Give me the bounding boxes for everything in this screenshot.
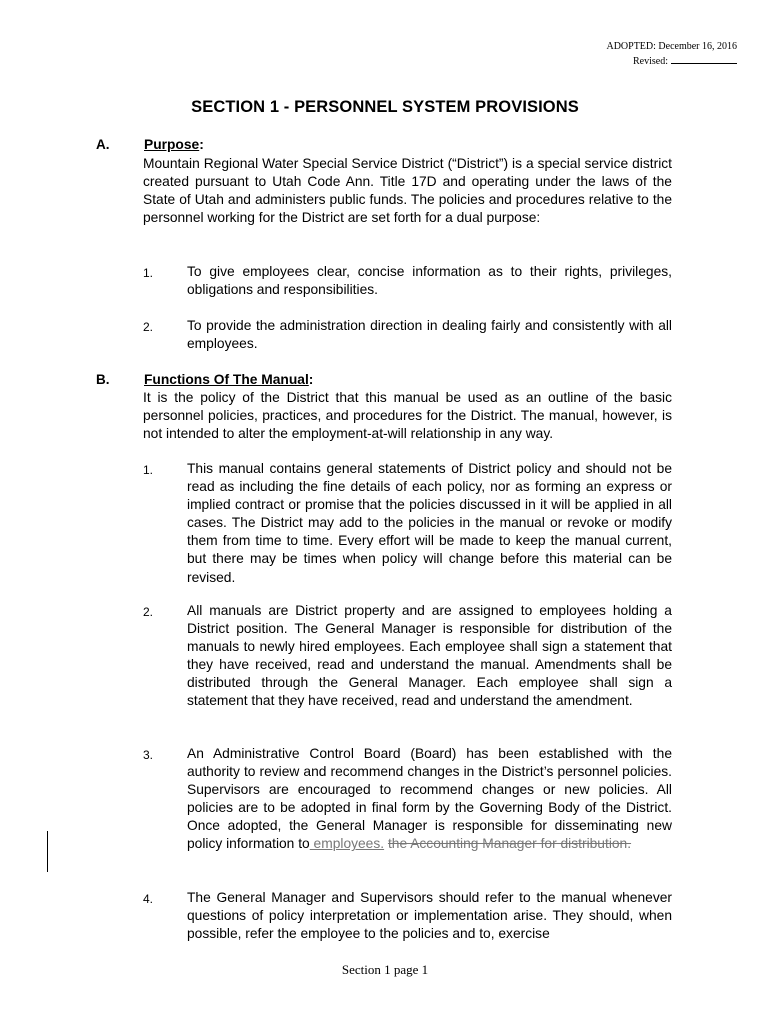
section-b-heading-colon: : [308,372,314,387]
section-b-item-2-text: All manuals are District property and are assigned to employees holding a District position. The General Manager is responsible for distribution of the manuals to newly hired employees. Each employee shall sign a statement that they have received, read and understand the manual. Amendments shall be distributed through the General Manager. Each employee shall sign a statement that they have received, read and understand the amendment. [187,603,672,709]
section-a-body: Mountain Regional Water Special Service District (“District”) is a special service district created pursuant to Utah Code Ann. Title 17D and operating under the laws of the State of Utah and administers public funds. The policies and procedures relative to the personnel working for the District are set forth for a dual purpose: [143,156,672,226]
section-b-item-2-number: 2. [143,605,154,619]
section-b-heading-text: Functions Of The Manual [144,372,309,387]
section-b-item-1-number: 1. [143,463,154,477]
section-a-item-2-text: To provide the administration direction in dealing fairly and consistently with all employees. [187,318,672,352]
section-a-heading-colon: : [199,137,204,152]
revised-line [537,53,737,68]
adopted-date: ADOPTED: December 16, 2016 [606,41,737,52]
section-b-item-3-number: 3. [143,748,154,762]
section-b-item-4-text: The General Manager and Supervisors should refer to the manual whenever questions of policy interpretation or implementation arise. They should, when possible, refer the employee to the policies and to, exercise [187,890,672,942]
section-b-letter: B. [96,372,110,387]
section-b-item-4-number: 4. [143,892,154,906]
section-a-heading-text: Purpose [144,137,200,152]
section-a-item-1-text: To give employees clear, concise information as to their rights, privileges, obligations and responsibilities. [187,264,672,298]
section-b-item-1-text: This manual contains general statements of District policy and should not be read as including the fine details of each policy, nor as forming an express or implied contract or promise that the policies discussed in it will be applied in all cases. The District may add to the policies in the manual or revoke or modify them from time to time. Every effort will be made to keep the manual current, but there may be times when policy will change before this material can be revised. [187,461,672,585]
tracked-insertion: employees. [309,836,385,852]
section-b-item-3-body: An Administrative Control Board (Board) has been established with the authority to review and recommend changes in the District’s personnel policies. Supervisors are encouraged to recommend changes or new policies. All policies are to be adopted in final form by the Governing Body of the District. Once adopted, the General Manager is responsible for disseminating new policy information to [187,746,672,852]
revision-change-bar [47,831,48,872]
section-a-item-1-number: 1. [143,266,154,280]
page-footer: Section 1 page 1 [341,962,429,977]
page-title: SECTION 1 - PERSONNEL SYSTEM PROVISIONS [191,98,579,116]
revised-blank [671,53,737,64]
section-b-heading [144,371,313,389]
section-a-item-2-number: 2. [143,320,154,334]
section-b-body: It is the policy of the District that this manual be used as an outline of the basic personnel policies, practices, and procedures for the District. The manual, however, is not intended to alter the employment-at-will relationship in any way. [143,390,672,442]
section-a-heading [144,136,204,154]
section-a-letter: A. [96,137,110,152]
tracked-deletion: the Accounting Manager for distribution. [387,836,632,852]
revised-label: Revised: [633,56,668,67]
section-b-item-3-text [187,745,672,854]
document-header-meta [537,40,737,68]
